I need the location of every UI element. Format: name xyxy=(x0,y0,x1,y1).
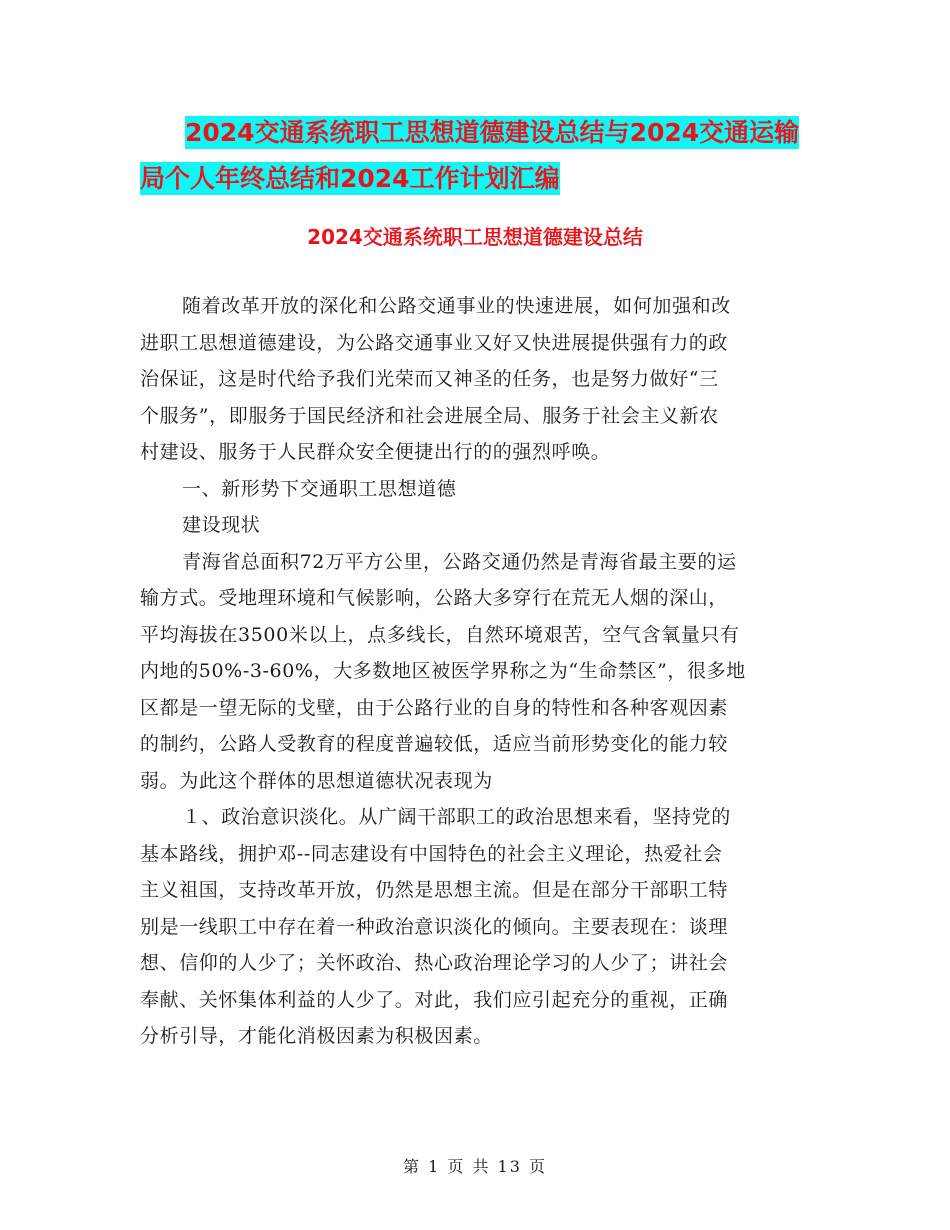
body-text xyxy=(140,288,812,1055)
paragraph-line: 平均海拔在3500米以上，点多线长，自然环境艰苦，空气含氧量只有 xyxy=(140,623,740,646)
paragraph-line: 进职工思想道德建设，为公路交通事业又好又快进展提供强有力的政 xyxy=(140,331,729,354)
paragraph-line: 村建设、服务于人民群众安全便捷出行的的强烈呼唤。 xyxy=(140,441,611,463)
paragraph-line: １、政治意识淡化。从广阔干部职工的政治思想来看，坚持党的 xyxy=(182,806,731,828)
paragraph-line: 分析引导，才能化消极因素为积极因素。 xyxy=(140,1025,493,1047)
paragraph-line: 弱。为此这个群体的思想道德状况表现为 xyxy=(140,769,493,792)
paragraph-line: 想、信仰的人少了；关怀政治、热心政治理论学习的人少了；讲社会 xyxy=(140,952,729,974)
paragraph-line: 基本路线，拥护邓--同志建设有中国特色的社会主义理论，热爱社会 xyxy=(140,842,723,865)
paragraph-line: 随着改革开放的深化和公路交通事业的快速进展，如何加强和改 xyxy=(182,295,731,317)
document-title-line-2: 局个人年终总结和2024工作计划汇编 xyxy=(140,164,560,193)
paragraph-line: 的制约，公路人受教育的程度普遍较低，适应当前形势变化的能力较 xyxy=(140,733,729,755)
section-title: 2024交通系统职工思想道德建设总结 xyxy=(307,225,643,249)
paragraph-line: 主义祖国，支持改革开放，仍然是思想主流。但是在部分干部职工特 xyxy=(140,879,729,901)
heading-line: 一、新形势下交通职工思想道德 xyxy=(182,477,457,500)
paragraph-line: 个服务”，即服务于国民经济和社会进展全局、服务于社会主义新农 xyxy=(140,404,719,427)
paragraph-line: 别是一线职工中存在着一种政治意识淡化的倾向。主要表现在：谈理 xyxy=(140,915,729,938)
paragraph-line: 青海省总面积72万平方公里，公路交通仍然是青海省最主要的运 xyxy=(182,550,737,573)
paragraph-line: 治保证，这是时代给予我们光荣而又神圣的任务，也是努力做好“三 xyxy=(140,368,719,390)
paragraph-line: 内地的50%-3-60%，大多数地区被医学界称之为“生命禁区”，很多地 xyxy=(140,660,746,682)
document-title-line-1: 2024交通系统职工思想道德建设总结与2024交通运输 xyxy=(185,118,800,147)
paragraph-line: 区都是一望无际的戈壁，由于公路行业的自身的特性和各种客观因素 xyxy=(140,696,729,719)
document-title xyxy=(140,110,830,202)
page-footer: 第 1 页 共 13 页 xyxy=(403,1157,547,1176)
heading-line: 建设现状 xyxy=(182,514,261,536)
paragraph-line: 输方式。受地理环境和气候影响，公路大多穿行在荒无人烟的深山， xyxy=(140,587,729,609)
paragraph-line: 奉献、关怀集体利益的人少了。对此，我们应引起充分的重视，正确 xyxy=(140,988,729,1011)
